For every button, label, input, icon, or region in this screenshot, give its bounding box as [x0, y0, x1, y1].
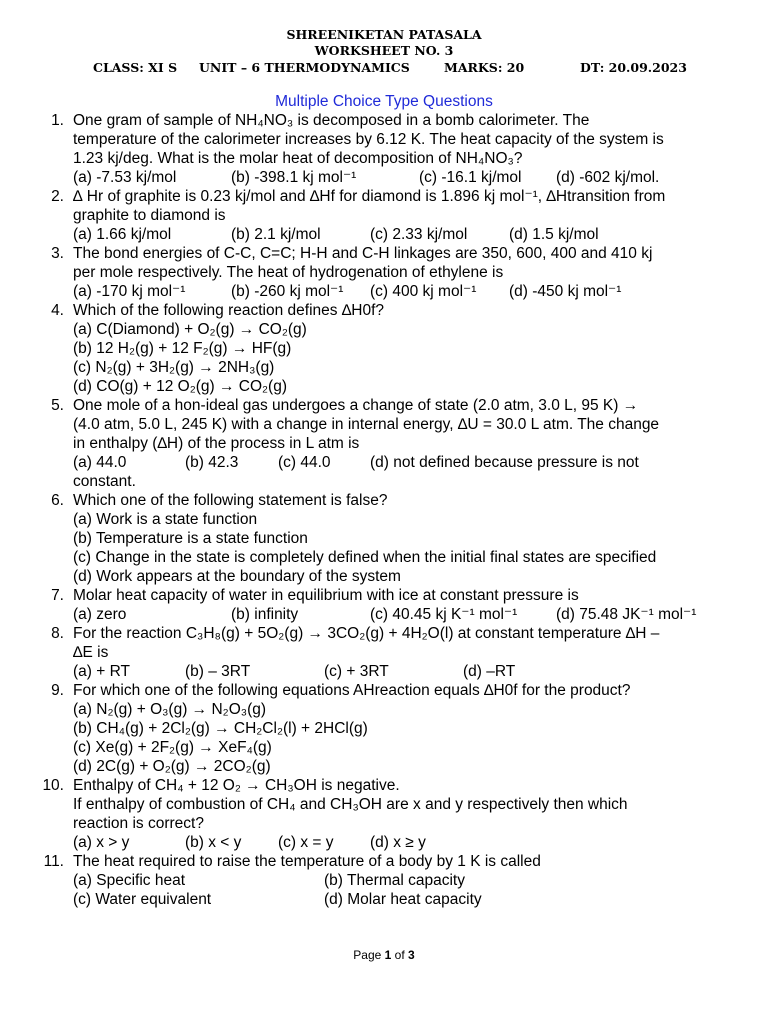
- option-a: (a) Specific heat: [73, 872, 185, 889]
- option-b: (b) CH₄(g) + 2Cl₂(g) → CH₂Cl₂(l) + 2HCl(g): [73, 720, 368, 737]
- option-a: (a) C(Diamond) + O₂(g) → CO₂(g): [73, 321, 307, 338]
- question-text: Molar heat capacity of water in equilibrium with ice at constant pressure is: [73, 587, 579, 604]
- option-a: (a) Work is a state function: [73, 511, 258, 528]
- option-b: (b) -260 kj mol⁻¹: [231, 283, 344, 300]
- question-9: [0, 681, 768, 776]
- option-a: (a) + RT: [73, 663, 130, 680]
- option-c: (c) -16.1 kj/mol: [419, 169, 522, 186]
- question-number: 7.: [51, 587, 64, 604]
- question-text: If enthalpy of combustion of CH₄ and CH₃OH are x and y respectively then which: [73, 796, 628, 813]
- question-10: [0, 776, 768, 852]
- option-c: (c) x = y: [278, 834, 334, 851]
- question-list: [0, 111, 768, 909]
- option-c: (c) 40.45 kj K⁻¹ mol⁻¹: [370, 606, 518, 623]
- question-text: One mole of a hon-ideal gas undergoes a change of state (2.0 atm, 3.0 L, 95 K) →: [73, 397, 639, 414]
- page-footer: [0, 948, 768, 962]
- option-d: (d) Work appears at the boundary of the system: [73, 568, 401, 585]
- options-row: [73, 871, 768, 890]
- question-number: 1.: [51, 112, 64, 129]
- option-a: (a) 1.66 kj/mol: [73, 226, 172, 243]
- question-7: [0, 586, 768, 624]
- options-row: [73, 833, 768, 852]
- option-b: (b) 2.1 kj/mol: [231, 226, 321, 243]
- option-d: (d) x ≥ y: [370, 834, 426, 851]
- question-text: For the reaction C₃H₈(g) + 5O₂(g) → 3CO₂(g) + 4H₂O(l) at constant temperature ∆H –: [73, 625, 660, 642]
- question-text: (4.0 atm, 5.0 L, 245 K) with a change in internal energy, ∆U = 30.0 L atm. The change: [73, 416, 660, 433]
- options-row: [73, 168, 768, 187]
- option-c: (c) Water equivalent: [73, 891, 212, 908]
- question-text: Which one of the following statement is false?: [73, 492, 388, 509]
- options-row: [73, 282, 768, 301]
- option-b: (b) -398.1 kj mol⁻¹: [231, 169, 357, 186]
- question-text: For which one of the following equations AHreaction equals ∆H0f for the product?: [73, 682, 631, 699]
- option-d: (d) CO(g) + 12 O₂(g) → CO₂(g): [73, 378, 287, 395]
- question-text: in enthalpy (∆H) of the process in L atm is: [73, 435, 360, 452]
- option-b: (b) 12 H₂(g) + 12 F₂(g) → HF(g): [73, 340, 292, 357]
- option-d-continued: constant.: [73, 473, 136, 490]
- option-c: (c) N₂(g) + 3H₂(g) → 2NH₃(g): [73, 359, 275, 376]
- worksheet-title: WORKSHEET NO. 3: [314, 43, 454, 58]
- option-b: (b) x < y: [185, 834, 242, 851]
- options-row: [73, 662, 768, 681]
- option-a: (a) -170 kj mol⁻¹: [73, 283, 186, 300]
- header-info-row: [0, 60, 768, 76]
- question-number: 11.: [43, 853, 64, 870]
- option-c: (c) Change in the state is completely defined when the initial final states are specified: [73, 549, 657, 566]
- unit-label: UNIT – 6 THERMODYNAMICS: [199, 60, 410, 75]
- options-row: [73, 453, 768, 472]
- option-a: (a) zero: [73, 606, 127, 623]
- question-number: 3.: [51, 245, 64, 262]
- question-number: 6.: [51, 492, 64, 509]
- option-d: (d) 2C(g) + O₂(g) → 2CO₂(g): [73, 758, 271, 775]
- page-total: 3: [408, 948, 415, 962]
- question-text: The bond energies of C-C, C=C; H-H and C-H linkages are 350, 600, 400 and 410 kj: [73, 245, 653, 262]
- option-d: (d) –RT: [463, 663, 516, 680]
- options-row: [73, 890, 768, 909]
- question-number: 4.: [51, 302, 64, 319]
- question-text: graphite to diamond is: [73, 207, 226, 224]
- question-text: temperature of the calorimeter increases by 6.12 K. The heat capacity of the system is: [73, 131, 664, 148]
- school-name: SHREENIKETAN PATASALA: [286, 27, 482, 42]
- options-row: [73, 605, 768, 624]
- page-label: Page: [353, 948, 382, 962]
- marks-label: MARKS: 20: [444, 60, 525, 75]
- question-11: [0, 852, 768, 909]
- option-b: (b) 42.3: [185, 454, 239, 471]
- question-number: 5.: [51, 397, 64, 414]
- option-d: (d) -602 kj/mol.: [556, 169, 660, 186]
- question-text: The heat required to raise the temperature of a body by 1 K is called: [73, 853, 541, 870]
- question-8: [0, 624, 768, 681]
- option-d: (d) 1.5 kj/mol: [509, 226, 599, 243]
- option-c: (c) Xe(g) + 2F₂(g) → XeF₄(g): [73, 739, 272, 756]
- option-c: (c) 400 kj mol⁻¹: [370, 283, 477, 300]
- of-label: of: [394, 948, 405, 962]
- question-number: 2.: [51, 188, 64, 205]
- option-c: (c) 44.0: [278, 454, 331, 471]
- question-5: [0, 396, 768, 491]
- class-label: CLASS: XI S: [93, 60, 178, 75]
- question-text: reaction is correct?: [73, 815, 204, 832]
- option-b: (b) – 3RT: [185, 663, 251, 680]
- option-d: (d) -450 kj mol⁻¹: [509, 283, 622, 300]
- question-text: Which of the following reaction defines ∆H0f?: [73, 302, 385, 319]
- question-number: 9.: [51, 682, 64, 699]
- option-a: (a) -7.53 kj/mol: [73, 169, 177, 186]
- page-number: 1: [384, 948, 392, 962]
- question-text: ∆ Hr of graphite is 0.23 kj/mol and ∆Hf for diamond is 1.896 kj mol⁻¹, ∆Htransition from: [73, 188, 666, 205]
- option-d: (d) Molar heat capacity: [324, 891, 482, 908]
- option-d: (d) 75.48 JK⁻¹ mol⁻¹: [556, 606, 697, 623]
- question-6: [0, 491, 768, 586]
- option-a: (a) 44.0: [73, 454, 127, 471]
- question-2: [0, 187, 768, 244]
- question-text: 1.23 kj/deg. What is the molar heat of decomposition of NH₄NO₃?: [73, 150, 523, 167]
- option-c: (c) + 3RT: [324, 663, 389, 680]
- question-text: One gram of sample of NH₄NO₃ is decomposed in a bomb calorimeter. The: [73, 112, 590, 129]
- option-b: (b) Temperature is a state function: [73, 530, 308, 547]
- section-title: Multiple Choice Type Questions: [275, 93, 493, 110]
- option-b: (b) infinity: [231, 606, 299, 623]
- question-1: [0, 111, 768, 187]
- question-text: ∆E is: [73, 644, 109, 661]
- option-a: (a) N₂(g) + O₃(g) → N₂O₃(g): [73, 701, 267, 718]
- option-d: (d) not defined because pressure is not: [370, 454, 639, 471]
- option-b: (b) Thermal capacity: [324, 872, 465, 889]
- question-4: [0, 301, 768, 396]
- option-c: (c) 2.33 kj/mol: [370, 226, 468, 243]
- question-text: per mole respectively. The heat of hydrogenation of ethylene is: [73, 264, 504, 281]
- question-number: 10.: [42, 777, 64, 794]
- question-text: Enthalpy of CH₄ + 12 O₂ → CH₃OH is negative.: [73, 777, 400, 794]
- date-label: DT: 20.09.2023: [580, 60, 687, 75]
- options-row: [73, 225, 768, 244]
- question-number: 8.: [51, 625, 64, 642]
- question-3: [0, 244, 768, 301]
- option-a: (a) x > y: [73, 834, 130, 851]
